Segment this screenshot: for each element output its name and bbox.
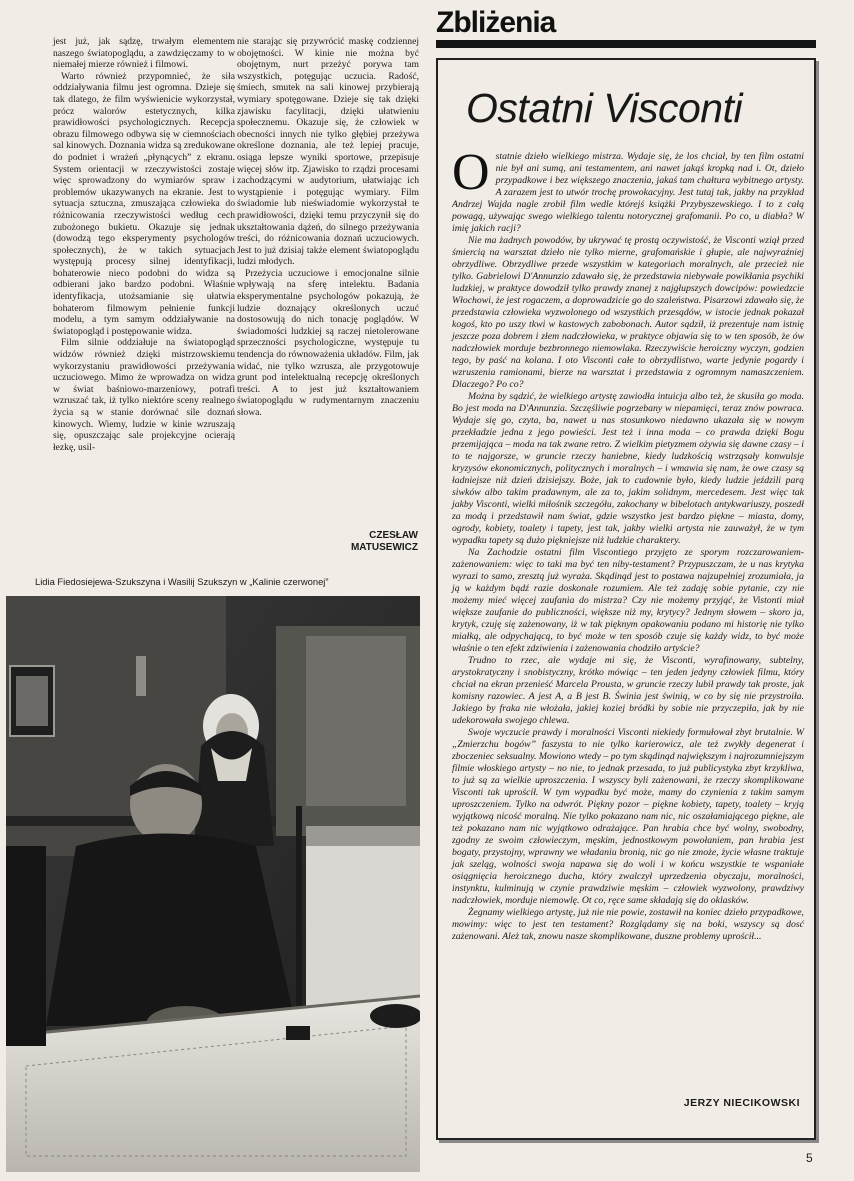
paragraph: Swoje wyczucie prawdy i moralności Visconti niekiedy formułował zbyt brutalnie. W „Zmierzchu bogów” faszysta to nie tylko karierowicz, ale też zwykły degenerat i zboczeniec seksualny. Mowiono wtedy – po tym skądinąd największym i najrozumniejszym filmie włoskiego artysty – no nie, to jednak przesada, to już publicystyka zbyt krzykliwa, to już są za wielkie uproszczenia. I wszyscy byli zażenowani, że rzeczy skomplikowane Visconti tak uprościł. W tym wypadku być może, mamy do czynienia z takim samym uproszczeniem. Tylko na odwrót. Piękny pozor – piękne kobiety, tapety, toalety – kryją wyjątkową nicość moralną. Nie tylko pokazano nam nic, nic oszałamiającego piękne, ale też pokazano nam nic wyjątkowo odrażające. Pan hrabia chce być wolny, swobodny, zgodny ze swoim człowieczym, męskim, jednostkowym powołaniem, pan hrabia jest bogaty, przystojny, wprawny we władaniu bronią, nic go nie zmoże, życie własne traktuje jak szeląg, wolności swoja napawa się do woli i w końcu wszystkie te wspaniałe osiągnięcia heroicznego ducha, który zwalczył uprzedzenia obyczaju, moralności, instynktu, kulminują w czynie prawdziwie męskim – człowiek wyzwolony, prawdziwy nadczłowiek, morduje niemowlę. Ot co, ręce same składają się do oklasków. bbox=[452, 727, 804, 906]
left-article-author bbox=[318, 530, 418, 554]
paragraph: Warto również przypomnieć, że siła oddziaływania filmu jest ogromna. Dzieje się tak dlatego, że film wyświenicie wykorzystał, prócz walorów estetycznych, kilka prawidłowości psychologicznych. Recepcja obrazu filmowego odbywa się w ciemnościach sal kinowych. Doznania widza są zredukowane do podniet i wrażeń „płynących” z ekranu. System orientacji w rzeczywistości zostaje więc sprowadzony do wymiarów spraw i problemów ukazywanych na ekranie. Jest to sytuacja sztuczna, zmuszająca człowieka do różnicowania rzeczywistości według cech zubożonego bukietu. Okazuje się jednak (dowodzą tego eksperymenty psychologów społecznych), że w takich sytuacjach występują procesy silnej identyfikacji, bohaterowie nieco podobni do widza są odbierani jako bardzo podobni. Właśnie identyfikacja, utożsamianie się ułatwia bohaterom filmowym pełnienie funkcji modelu, a tym samym oddziaływanie na światopogląd i postępowanie widza. bbox=[53, 70, 235, 337]
right-article-body bbox=[452, 144, 804, 943]
paragraph: Na Zachodzie ostatni film Viscontiego przyjęto ze sporym rozczarowaniem-zażenowaniem: więc to taki ma być ten niby-testament? Przypuszczam, że u nas krytyka wyrazi to samo, zresztą już wyraża. Skądinąd jest to postawa najzupełniej zrozumiała, ja ją w każdym bądź razie doskonale rozumiem. Ale też zadaję sobie pytanie, czy nie możemy mieć więcej zaufania do mistrza? Czy nie możemy przyjąć, że Vistonti miał większe zaufanie do publiczności, większe niż my, krytycy? Jednym słowem – skoro ja, krytyk, czuję się zażenowany, iż w tak pięknym opakowaniu podano mi historię nie tylko miałką, ale odpychającą, to być może w ten sposób czuje się każdy widz, to być może właśnie o ten efekt zdziwienia i zażenowania chodziło artyście? bbox=[452, 547, 804, 654]
drop-cap: O bbox=[452, 144, 490, 201]
paragraph-text: statnie dzieło wielkiego mistrza. Wydaje się, że los chciał, by ten film ostatni nie był ani sumą, ani testamentem, ani nawet jakąś kropką nad i. Ot, dzieło przypadkowe i bez większego znaczenia, jakaś tam chałtura wybitnego artysty. A zarazem jest to utwór trochę prowokacyjny. Jest tutaj tak, jakby na przykład Andrzej Wajda nagle zrobił film wedle którejś książki Przybyszewskiego. I to z całą powagą, używając swego wielkiego talentu notorycznej grafomanii. Po co, u diabła? W imię jakich racji? bbox=[452, 151, 804, 234]
page-number: 5 bbox=[806, 1151, 813, 1165]
left-article-column-2 bbox=[237, 36, 419, 419]
left-article-column-1 bbox=[53, 36, 235, 453]
author-last-name: MATUSEWICZ bbox=[350, 542, 418, 553]
paragraph: jest już, jak sądzę, trwałym elementem naszego światopoglądu, a zawdzięczamy to w niemałej mierze również i filmowi. bbox=[53, 36, 235, 71]
section-title: Zbliżenia bbox=[436, 6, 556, 39]
right-article-title: Ostatni Visconti bbox=[466, 85, 743, 131]
section-rule bbox=[436, 40, 816, 48]
paragraph: Przeżycia uczuciowe i emocjonalne silnie wpływają na sferę intelektu. Badania eksperymentalne psychologów pokazują, że ludzie doznający określonych uczuć dostosowują do nich tonację poglądów. W świadomości ludzkiej są raczej nietolerowane sprzeczności psychologiczne, występuje tu tendencja do równoważenia układów. Film, jak widać, nie tylko wzrusza, ale przygotowuje grunt pod intelektualną recepcję określonych treści. A to jest już kształtowaniem światopoglądu w rudymentarnym znaczeniu słowa. bbox=[237, 267, 419, 418]
film-still-photo bbox=[6, 596, 420, 1172]
paragraph bbox=[452, 144, 804, 235]
paragraph: nie starając się przywrócić maskę codziennej obojętności. W kinie nie można być obojętnym, nurt przeżyć porywa tam wszystkich, potęgując uczucia. Radość, śmiech, smutek na sali kinowej przybierają wymiary spotęgowane. Dzieje się tak dzięki zjawisku facylitacji, dzięki ułatwieniu społecznemu. Okazuje się, że człowiek w obecności innych nie tylko głębiej przeżywa określone doznania, ale też lepiej pracuje, osiąga lepsze wyniki sportowe, przepisuje więcej słów itp. Zjawisko to rządzi procesami zachodzącymi w audytorium, ułatwiając ich wystąpienie i potęgując wymiary. Film świadomie lub nieświadomie wykorzystał te prawidłowości, dzięki temu przyczynił się do ukształtowania dążeń, do silnego przeżywania treści, do różnicowania doznań uczuciowych. Jest to już dzisiaj także element światopoglądu ludzi młodych. bbox=[237, 36, 419, 268]
photo-caption: Lidia Fiedosiejewa-Szukszyna i Wasilij Szukszyn w „Kalinie czerwonej” bbox=[35, 576, 329, 587]
paragraph: Trudno to rzec, ale wydaje mi się, że Visconti, wyrafinowany, subtelny, arystokratyczny i snobistyczny, krótko mówiąc – ten jeden jedyny człowiek filmu, który chciał na ekran przenieść Marcela Prousta, w gruncie rzeczy lubił prawdy tak proste, jak komisny razowiec. A jest A, a B jest B. Świnia jest świnią, w co by się nie przystroiła. Jakiego by fraka nie włożała, jakiej koziej bródki by sobie nie przyczepiła, jak by nie udekorowała swojego chlewa. bbox=[452, 655, 804, 726]
right-article-author: JERZY NIECIKOWSKI bbox=[683, 1097, 800, 1109]
film-still-image bbox=[6, 596, 420, 1172]
author-first-name: CZESŁAW bbox=[369, 530, 418, 541]
paragraph: Nie ma żadnych powodów, by ukrywać tę prostą oczywistość, że Visconti wziął przed śmiercią na warsztat dzieło nie tylko mierne, grafomańskie i głupie, ale najwyraźniej obrzydliwe. Obrzydliwe przede wszystkim w kategoriach moralnych, ale przecież nie tylko. Gabrielowi D'Annunzio zdawało się, że przedstawia niebywałe powikłania psychiki ludzkiej, w praktyce dowodził tylko prawdy znanej z najgłupszych dowcipów: powiedzcie Włochowi, że jest rogaczem, a doprowadzicie go do szaleństwa. Pisarzowi zdawało się, że przedstawia człowieka wyzwolonego od wszystkich przesądów, w istocie jednak pokazał kogoś, kto po uszy tkwi w kastowych zabobonach. Autor sądził, iż prezentuje nam istnię jeszcze poza dobrem i złem nadczłowieka, w praktyce objawia się to w ten sposób, że ów nadczłowiek morduje bezbronnego niemowlaka. Rzeczywiście heroiczny wyczyn, godzien tego, by paść na kolana. I oto Visconti całe to obrzydlistwo, warte jedynie pogardy i wzruszenia ramionami, bierze na warsztat i przedstawia z ogromnym namaszczeniem. Dlaczego? Po co? bbox=[452, 235, 804, 390]
paragraph: Film silnie oddziałuje na światopogląd widzów również dzięki mistrzowskiemu wykorzystaniu prawidłowości przeżywania uczuciowego. Mimo że wprowadza on widza w świat baśniowo-marzeniowy, potrafi wzruszać tak, iż tylko niektóre sceny realnego życia są w stanie dorównać sile doznań kinowych. Wiemy, ludzie w kinie wzruszają się, opuszczając sale projekcyjne ocierają łezkę, usil- bbox=[53, 337, 235, 453]
paragraph: Można by sądzić, że wielkiego artystę zawiodła intuicja albo też, że skusiła go moda. Bo jest moda na D'Annunzia. Szczęśliwie pogrzebany w niepamięci, teraz znów powraca. Wydaje się go, czyta, ba, nawet u nas stosunkowo niedawno ukazała się w nowym przekładzie jedna z jego powieści. Jest też i inna moda – co prawda dzięki Bogu przemijająca – moda na tak zwane retro. Z wielkim pietyzmem ożywia się dawne czasy – i to te najgorsze, w gruncie rzeczy haniebne, kiedy ludzkością wstrząsały konwulsje kryzysów ekonomicznych, politycznych i moralnych – i wmawia się nam, że owe czasy są ładniejsze niż dzień dzisiejszy. Boże, jak to cudownie było, kiedy ludzie jeździli parą siwków albo takim pradawnym, ale za to, jakim solidnym, mercedesem. Jest więc tak jakby Visconti, wielki miłośnik szczegółu, zakochany w bibelotach antykwariuszy, poszedł za modą i przedstawił nam świat, gdzie wszystko jest bardzo piękne – miasta, domy, ogrody, kobiety, toalety i tapety, jest tak, jakby wielki artysta nie zauważył, że w tym wypadku tapety są dużo piękniejsze niż ludzkie charaktery. bbox=[452, 391, 804, 546]
paragraph: Żegnamy wielkiego artystę, już nie nie powie, zostawił na koniec dzieło przypadkowe, mowimy: więc to jest ten testament? Rozglądamy się na boki, wszyscy są dosć zażenowani. Ależ tak, znowu nasze skomplikowane, duszne problemy uprościł... bbox=[452, 907, 804, 942]
